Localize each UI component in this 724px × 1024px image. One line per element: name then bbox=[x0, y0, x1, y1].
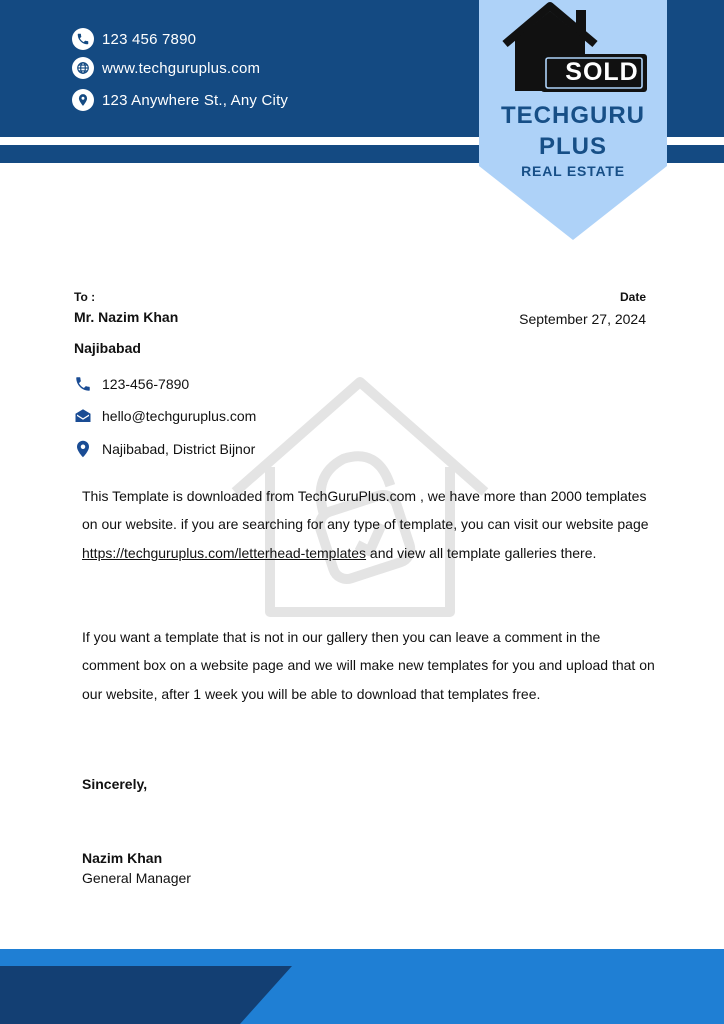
closing-sincerely: Sincerely, bbox=[82, 776, 148, 792]
date-value: September 27, 2024 bbox=[519, 311, 646, 327]
recipient-email-text[interactable]: hello@techguruplus.com bbox=[102, 408, 257, 424]
phone-icon bbox=[72, 28, 94, 50]
recipient-phone-text: 123-456-7890 bbox=[102, 376, 190, 392]
recipient-phone bbox=[74, 373, 189, 395]
body-paragraph-1 bbox=[82, 482, 657, 567]
header-phone bbox=[72, 27, 196, 51]
header-address bbox=[72, 88, 288, 112]
recipient-name: Mr. Nazim Khan bbox=[74, 309, 179, 325]
sold-badge-text: SOLD bbox=[565, 58, 639, 86]
recipient-email bbox=[74, 405, 256, 427]
recipient-address-text: Najibabad, District Bijnor bbox=[102, 441, 256, 457]
header-website-text[interactable]: www.techguruplus.com bbox=[102, 59, 261, 77]
letterhead-templates-link[interactable]: https://techguruplus.com/letterhead-templates bbox=[82, 544, 367, 561]
header-website bbox=[72, 56, 260, 80]
brand-name-line1: TECHGURU bbox=[501, 102, 645, 129]
to-label: To : bbox=[74, 290, 96, 304]
date-label: Date bbox=[619, 290, 646, 304]
body-paragraph-2: If you want a template that is not in our gallery then you can leave a comment in the comment box on a website page and we will make new templates for you and upload that on our website, after 1 week you will be able to download that templates free. bbox=[82, 629, 655, 702]
recipient-city: Najibabad bbox=[74, 340, 141, 356]
footer-band bbox=[0, 949, 724, 1024]
location-pin-icon bbox=[72, 89, 94, 111]
brand-name-line2: PLUS bbox=[538, 133, 607, 160]
globe-icon bbox=[72, 57, 94, 79]
signature-name: Nazim Khan bbox=[82, 850, 163, 866]
location-pin-icon bbox=[74, 439, 92, 459]
paragraph-1-text-end: and view all template galleries there. bbox=[366, 544, 597, 561]
recipient-address bbox=[74, 438, 255, 460]
header-phone-text: 123 456 7890 bbox=[102, 30, 197, 48]
signature-title: General Manager bbox=[82, 870, 191, 886]
email-icon bbox=[74, 406, 92, 426]
brand-tagline: REAL ESTATE bbox=[521, 163, 625, 179]
phone-icon bbox=[74, 374, 92, 394]
header-address-text: 123 Anywhere St., Any City bbox=[102, 91, 289, 109]
paragraph-1-text: This Template is downloaded from TechGuruPlus.com , we have more than 2000 templates on our website. if you are searching for any type of template, you can visit our website page bbox=[82, 488, 649, 533]
